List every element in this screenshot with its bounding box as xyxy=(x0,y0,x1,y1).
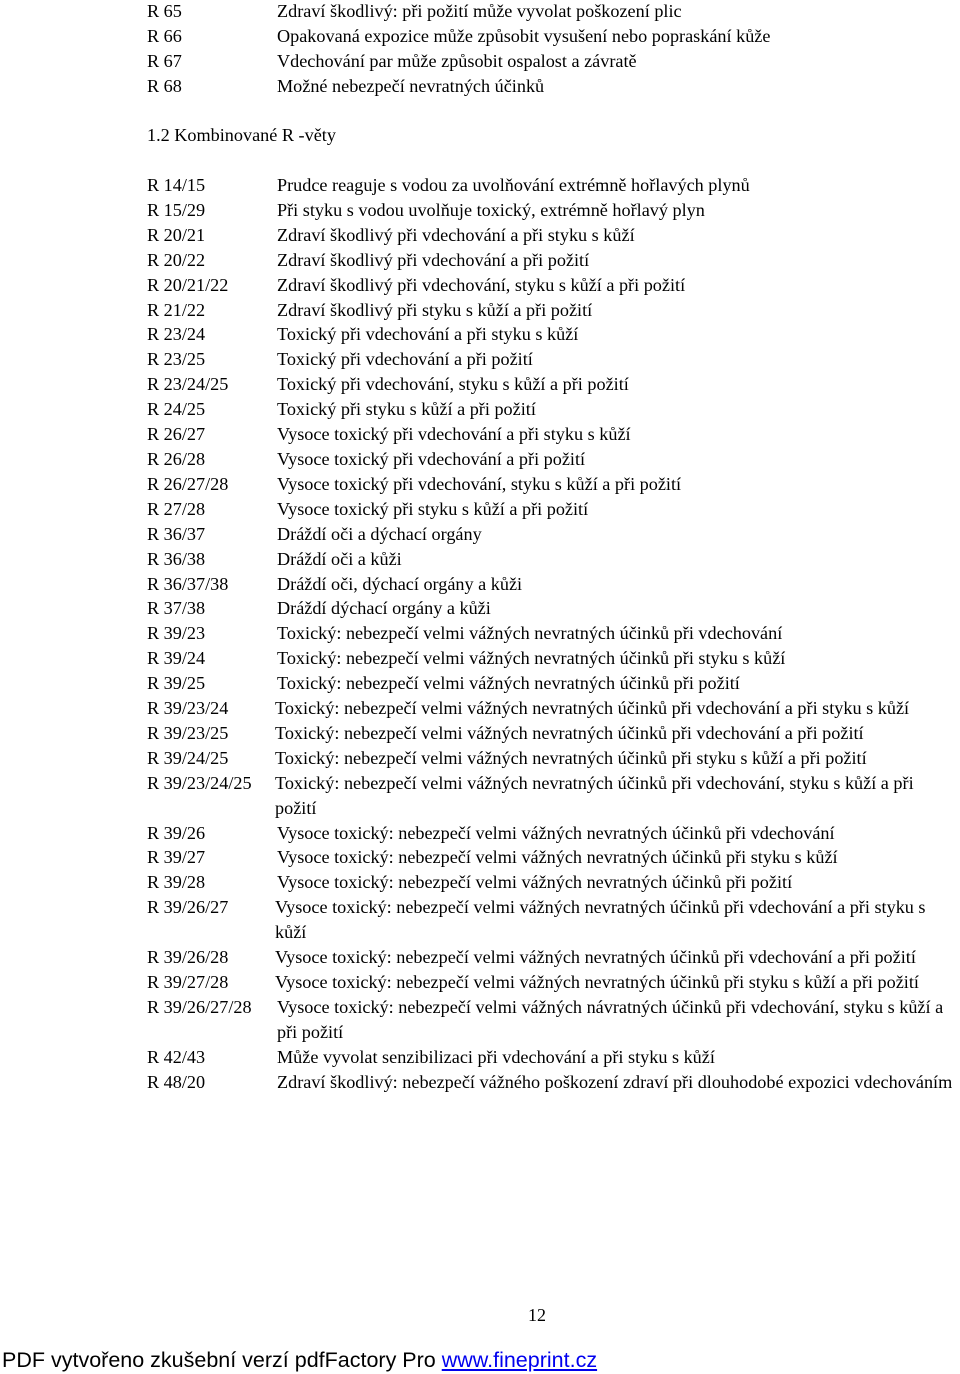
r-phrase-row xyxy=(147,646,960,671)
r-phrase-text: Toxický při vdechování a při požití xyxy=(277,349,533,370)
r-phrase-text: Vysoce toxický: nebezpečí velmi vážných nevratných účinků při styku s kůží xyxy=(277,847,838,868)
r-phrase-text: Opakovaná expozice může způsobit vysušení nebo popraskání kůže xyxy=(277,25,771,46)
r-phrase-text: Zdraví škodlivý při vdechování, styku s kůží a při požití xyxy=(277,274,686,295)
r-phrase-text: Toxický: nebezpečí velmi vážných nevratných účinků při styku s kůží a při požití xyxy=(275,747,867,768)
r-phrase-text: Vysoce toxický: nebezpečí velmi vážných návratných účinků při vdechování, styku s kůží a při požití xyxy=(277,996,944,1042)
r-phrase-code: R 37/38 xyxy=(147,598,206,619)
r-phrase-row xyxy=(147,995,960,1045)
r-phrase-code: R 20/22 xyxy=(147,249,206,270)
r-phrase-code: R 39/26/27/28 xyxy=(147,996,252,1017)
r-phrase-row xyxy=(147,422,960,447)
r-phrase-code: R 39/26 xyxy=(147,822,206,843)
r-phrase-code: R 20/21/22 xyxy=(147,274,229,295)
r-phrase-code: R 39/27/28 xyxy=(147,972,229,992)
r-phrase-row xyxy=(147,895,960,945)
pdf-footer xyxy=(2,1346,597,1374)
r-phrase-code: R 20/21 xyxy=(147,224,206,245)
r-phrase-text: Zdraví škodlivý: nebezpečí vážného poškození zdraví při dlouhodobé expozici vdechováním xyxy=(277,1071,953,1092)
r-phrase-row xyxy=(147,223,960,248)
r-phrase-text: Vdechování par může způsobit ospalost a závratě xyxy=(277,50,637,71)
section-heading: 1.2 Kombinované R -věty xyxy=(147,125,336,145)
r-phrase-text: Zdraví škodlivý při vdechování a při požití xyxy=(277,249,590,270)
r-phrase-text: Toxický při styku s kůží a při požití xyxy=(277,399,536,420)
r-phrase-code: R 23/24 xyxy=(147,324,206,345)
r-phrase-code: R 36/38 xyxy=(147,548,206,569)
r-phrase-text: Možné nebezpečí nevratných účinků xyxy=(277,75,545,96)
r-phrase-code: R 14/15 xyxy=(147,175,206,195)
r-phrase-code: R 23/25 xyxy=(147,349,206,370)
r-phrase-text: Toxický: nebezpečí velmi vážných nevratných účinků při požití xyxy=(277,673,740,694)
r-phrase-row xyxy=(147,970,960,995)
top-r-phrase-list xyxy=(147,0,960,99)
r-phrase-code: R 48/20 xyxy=(147,1071,206,1092)
r-phrase-text: Vysoce toxický: nebezpečí velmi vážných nevratných účinků při styku s kůží a při požití xyxy=(275,972,919,992)
r-phrase-code: R 66 xyxy=(147,25,182,46)
r-phrase-row xyxy=(147,322,960,347)
r-phrase-code: R 39/27 xyxy=(147,847,206,868)
r-phrase-row xyxy=(147,372,960,397)
r-phrase-text: Dráždí oči a kůži xyxy=(277,548,402,569)
r-phrase-code: R 39/23/24 xyxy=(147,698,229,719)
footer-link[interactable]: www.fineprint.cz xyxy=(441,1348,598,1372)
r-phrase-text: Vysoce toxický při vdechování a při styku s kůží xyxy=(277,424,631,445)
r-phrase-text: Prudce reaguje s vodou za uvolňování extrémně hořlavých plynů xyxy=(277,175,750,195)
r-phrase-row xyxy=(147,472,960,497)
r-phrase-row xyxy=(147,945,960,970)
r-phrase-code: R 27/28 xyxy=(147,498,206,519)
r-phrase-code: R 39/24 xyxy=(147,648,206,669)
r-phrase-row xyxy=(147,1070,960,1095)
r-phrase-code: R 39/23/24/25 xyxy=(147,772,252,793)
r-phrase-text: Zdraví škodlivý při vdechování a při styku s kůží xyxy=(277,224,635,245)
r-phrase-row xyxy=(147,870,960,895)
r-phrase-code: R 68 xyxy=(147,75,182,96)
r-phrase-row xyxy=(147,696,960,721)
r-phrase-text: Zdraví škodlivý: při požití může vyvolat poškození plic xyxy=(277,1,682,21)
r-phrase-row xyxy=(147,547,960,572)
r-phrase-row xyxy=(147,273,960,298)
r-phrase-code: R 26/28 xyxy=(147,448,206,469)
r-phrase-code: R 15/29 xyxy=(147,199,206,220)
r-phrase-text: Vysoce toxický: nebezpečí velmi vážných nevratných účinků při vdechování a při požití xyxy=(275,947,916,968)
r-phrase-code: R 36/37 xyxy=(147,523,206,544)
r-phrase-text: Toxický: nebezpečí velmi vážných nevratných účinků při vdechování a při požití xyxy=(275,722,864,743)
r-phrase-row xyxy=(147,621,960,646)
r-phrase-row xyxy=(147,821,960,846)
r-phrase-text: Při styku s vodou uvolňuje toxický, extrémně hořlavý plyn xyxy=(277,199,705,220)
r-phrase-code: R 23/24/25 xyxy=(147,374,229,395)
r-phrase-code: R 39/23/25 xyxy=(147,722,229,743)
r-phrase-row xyxy=(147,347,960,372)
r-phrase-text: Toxický při vdechování a při styku s kůží xyxy=(277,324,579,345)
r-phrase-row xyxy=(147,447,960,472)
r-phrase-text: Vysoce toxický při styku s kůží a při požití xyxy=(277,498,589,519)
r-phrase-row xyxy=(147,49,960,74)
r-phrase-row xyxy=(147,1045,960,1070)
r-phrase-text: Zdraví škodlivý při styku s kůží a při požití xyxy=(277,299,593,320)
r-phrase-code: R 39/26/27 xyxy=(147,897,229,918)
r-phrase-row xyxy=(147,198,960,223)
r-phrase-row xyxy=(147,24,960,49)
r-phrase-text: Dráždí dýchací orgány a kůži xyxy=(277,598,491,619)
r-phrase-text: Vysoce toxický: nebezpečí velmi vážných nevratných účinků při požití xyxy=(277,872,793,893)
r-phrase-code: R 39/28 xyxy=(147,872,206,893)
r-phrase-row xyxy=(147,173,960,198)
r-phrase-row xyxy=(147,572,960,597)
r-phrase-row xyxy=(147,596,960,621)
r-phrase-row xyxy=(147,74,960,99)
r-phrase-row xyxy=(147,497,960,522)
r-phrase-row xyxy=(147,248,960,273)
r-phrase-text: Vysoce toxický: nebezpečí velmi vážných nevratných účinků při vdechování a při styku s kůží xyxy=(275,897,926,943)
r-phrase-code: R 39/25 xyxy=(147,673,206,694)
footer-text: PDF vytvořeno zkušební verzí pdfFactory Pro xyxy=(2,1348,442,1372)
r-phrase-row xyxy=(147,845,960,870)
r-phrase-text: Toxický při vdechování, styku s kůží a při požití xyxy=(277,374,629,395)
r-phrase-code: R 39/26/28 xyxy=(147,947,229,968)
r-phrase-row xyxy=(147,0,960,24)
combined-r-phrase-list xyxy=(147,173,960,1095)
r-phrase-row xyxy=(147,746,960,771)
r-phrase-row xyxy=(147,522,960,547)
r-phrase-code: R 26/27 xyxy=(147,424,206,445)
r-phrase-code: R 21/22 xyxy=(147,299,206,320)
r-phrase-code: R 67 xyxy=(147,50,182,71)
r-phrase-code: R 39/23 xyxy=(147,623,206,644)
r-phrase-code: R 36/37/38 xyxy=(147,573,229,594)
r-phrase-text: Vysoce toxický: nebezpečí velmi vážných nevratných účinků při vdechování xyxy=(277,822,835,843)
r-phrase-text: Toxický: nebezpečí velmi vážných nevratných účinků při vdechování a při styku s kůží xyxy=(275,698,910,719)
r-phrase-code: R 39/24/25 xyxy=(147,747,229,768)
r-phrase-text: Vysoce toxický při vdechování, styku s kůží a při požití xyxy=(277,473,682,494)
r-phrase-text: Toxický: nebezpečí velmi vážných nevratných účinků při styku s kůží xyxy=(277,648,786,669)
r-phrase-row xyxy=(147,671,960,696)
r-phrase-row xyxy=(147,397,960,422)
r-phrase-text: Vysoce toxický při vdechování a při požití xyxy=(277,448,586,469)
r-phrase-code: R 65 xyxy=(147,1,182,21)
page-number: 12 xyxy=(528,1305,546,1325)
r-phrase-row xyxy=(147,721,960,746)
r-phrase-code: R 24/25 xyxy=(147,399,206,420)
r-phrase-row xyxy=(147,771,960,821)
r-phrase-code: R 42/43 xyxy=(147,1046,206,1067)
r-phrase-text: Dráždí oči, dýchací orgány a kůži xyxy=(277,573,523,594)
r-phrase-text: Dráždí oči a dýchací orgány xyxy=(277,523,482,544)
r-phrase-text: Toxický: nebezpečí velmi vážných nevratných účinků při vdechování xyxy=(277,623,783,644)
r-phrase-code: R 26/27/28 xyxy=(147,473,229,494)
r-phrase-text: Může vyvolat senzibilizaci při vdechování a při styku s kůží xyxy=(277,1046,715,1067)
r-phrase-row xyxy=(147,298,960,323)
r-phrase-text: Toxický: nebezpečí velmi vážných nevratných účinků při vdechování, styku s kůží a při požití xyxy=(275,772,914,818)
